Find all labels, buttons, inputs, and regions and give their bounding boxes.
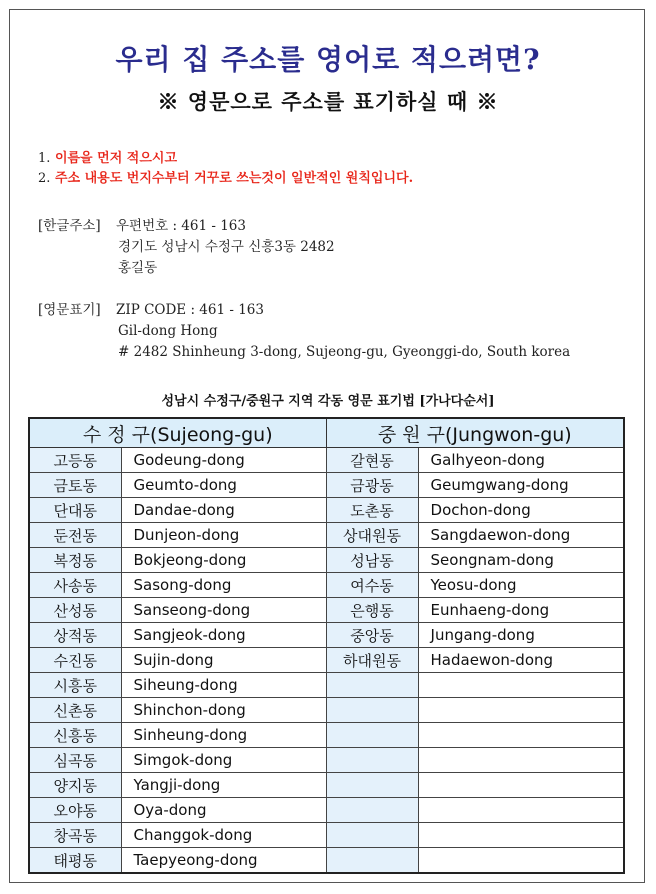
rules-list	[38, 149, 413, 189]
table-row	[29, 498, 624, 523]
page-subtitle: ※ 영문으로 주소를 표기하실 때 ※	[157, 89, 499, 114]
sujeong-dong-english: Taepyeong-dong	[121, 848, 326, 874]
sujeong-dong-korean: 오야동	[29, 798, 121, 823]
sujeong-dong-korean: 산성동	[29, 598, 121, 623]
jungwon-dong-english: Jungang-dong	[418, 623, 624, 648]
sujeong-dong-english: Sujin-dong	[121, 648, 326, 673]
sujeong-dong-korean: 신촌동	[29, 698, 121, 723]
table-caption: 성남시 수정구/중원구 지역 각동 영문 표기법 [가나다순서]	[161, 394, 495, 409]
sujeong-dong-korean: 금토동	[29, 473, 121, 498]
empty-cell	[326, 798, 418, 823]
table-row	[29, 623, 624, 648]
sujeong-dong-korean: 복정동	[29, 548, 121, 573]
table-row	[29, 673, 624, 698]
table-row	[29, 823, 624, 848]
empty-cell	[418, 723, 624, 748]
sujeong-dong-korean: 고등동	[29, 448, 121, 473]
rule-number: 2.	[38, 171, 51, 186]
jungwon-dong-korean: 갈현동	[326, 448, 418, 473]
jungwon-dong-korean: 상대원동	[326, 523, 418, 548]
empty-cell	[418, 698, 624, 723]
sujeong-dong-korean: 사송동	[29, 573, 121, 598]
english-name-line: Gil-dong Hong	[118, 323, 218, 339]
sujeong-dong-korean: 심곡동	[29, 748, 121, 773]
sujeong-dong-english: Sinheung-dong	[121, 723, 326, 748]
table-row	[29, 698, 624, 723]
sujeong-dong-english: Sasong-dong	[121, 573, 326, 598]
sujeong-dong-korean: 수진동	[29, 648, 121, 673]
english-address-block	[38, 300, 570, 363]
sujeong-dong-english: Oya-dong	[121, 798, 326, 823]
sujeong-dong-english: Shinchon-dong	[121, 698, 326, 723]
jungwon-dong-english: Geumgwang-dong	[418, 473, 624, 498]
table-row	[29, 798, 624, 823]
empty-cell	[326, 848, 418, 874]
empty-cell	[326, 823, 418, 848]
empty-cell	[326, 698, 418, 723]
sujeong-dong-english: Yangji-dong	[121, 773, 326, 798]
jungwon-dong-korean: 금광동	[326, 473, 418, 498]
sujeong-dong-english: Sangjeok-dong	[121, 623, 326, 648]
rule-item	[38, 149, 413, 169]
korean-zip-line: 우편번호 : 461 - 163	[116, 218, 246, 234]
table-row	[29, 573, 624, 598]
table-row	[29, 848, 624, 874]
korean-address-label: [한글주소]	[38, 218, 101, 234]
jungwon-dong-english: Hadaewon-dong	[418, 648, 624, 673]
table-row	[29, 523, 624, 548]
english-zip-line: ZIP CODE : 461 - 163	[116, 302, 264, 318]
rule-number: 1.	[38, 151, 51, 166]
table-row	[29, 723, 624, 748]
sujeong-dong-korean: 창곡동	[29, 823, 121, 848]
empty-cell	[418, 773, 624, 798]
sujeong-dong-korean: 태평동	[29, 848, 121, 874]
empty-cell	[326, 673, 418, 698]
jungwon-dong-korean: 중앙동	[326, 623, 418, 648]
jungwon-dong-korean: 도촌동	[326, 498, 418, 523]
english-address-label: [영문표기]	[38, 302, 101, 318]
jungwon-dong-korean: 하대원동	[326, 648, 418, 673]
rule-text: 이름을 먼저 적으시고	[54, 151, 178, 166]
empty-cell	[326, 748, 418, 773]
sujeong-dong-english: Siheung-dong	[121, 673, 326, 698]
table-row	[29, 748, 624, 773]
table-row	[29, 548, 624, 573]
rule-text: 주소 내용도 번지수부터 거꾸로 쓰는것이 일반적인 원칙입니다.	[54, 171, 414, 186]
jungwon-dong-english: Galhyeon-dong	[418, 448, 624, 473]
jungwon-dong-english: Seongnam-dong	[418, 548, 624, 573]
sujeong-dong-english: Dunjeon-dong	[121, 523, 326, 548]
empty-cell	[326, 773, 418, 798]
table-row	[29, 773, 624, 798]
sujeong-dong-korean: 상적동	[29, 623, 121, 648]
sujeong-dong-english: Changgok-dong	[121, 823, 326, 848]
page-title: 우리 집 주소를 영어로 적으려면?	[115, 43, 541, 76]
sujeong-dong-english: Geumto-dong	[121, 473, 326, 498]
jungwon-dong-korean: 성남동	[326, 548, 418, 573]
table-row	[29, 473, 624, 498]
sujeong-dong-english: Simgok-dong	[121, 748, 326, 773]
jungwon-dong-english: Eunhaeng-dong	[418, 598, 624, 623]
english-address-line: # 2482 Shinheung 3-dong, Sujeong-gu, Gyeonggi-do, South korea	[118, 344, 571, 360]
sujeong-gu-header: 수 정 구(Sujeong-gu)	[29, 418, 326, 448]
korean-name-line: 홍길동	[118, 260, 158, 276]
empty-cell	[418, 798, 624, 823]
sujeong-dong-english: Dandae-dong	[121, 498, 326, 523]
empty-cell	[418, 823, 624, 848]
jungwon-dong-english: Yeosu-dong	[418, 573, 624, 598]
empty-cell	[418, 848, 624, 874]
table-row	[29, 448, 624, 473]
sujeong-dong-korean: 양지동	[29, 773, 121, 798]
sujeong-dong-english: Sanseong-dong	[121, 598, 326, 623]
jungwon-dong-english: Sangdaewon-dong	[418, 523, 624, 548]
table-row	[29, 648, 624, 673]
empty-cell	[418, 748, 624, 773]
empty-cell	[326, 723, 418, 748]
district-table	[28, 417, 625, 874]
jungwon-dong-korean: 은행동	[326, 598, 418, 623]
sujeong-dong-korean: 시흥동	[29, 673, 121, 698]
sujeong-dong-english: Bokjeong-dong	[121, 548, 326, 573]
sujeong-dong-english: Godeung-dong	[121, 448, 326, 473]
table-header-row	[29, 418, 624, 448]
sujeong-dong-korean: 둔전동	[29, 523, 121, 548]
district-table-body	[29, 448, 624, 874]
empty-cell	[418, 673, 624, 698]
jungwon-dong-english: Dochon-dong	[418, 498, 624, 523]
sujeong-dong-korean: 신흥동	[29, 723, 121, 748]
jungwon-gu-header: 중 원 구(Jungwon-gu)	[326, 418, 624, 448]
rule-item	[38, 169, 413, 189]
korean-address-block	[38, 216, 335, 279]
sujeong-dong-korean: 단대동	[29, 498, 121, 523]
table-row	[29, 598, 624, 623]
jungwon-dong-korean: 여수동	[326, 573, 418, 598]
korean-address-line: 경기도 성남시 수정구 신흥3동 2482	[118, 239, 335, 255]
